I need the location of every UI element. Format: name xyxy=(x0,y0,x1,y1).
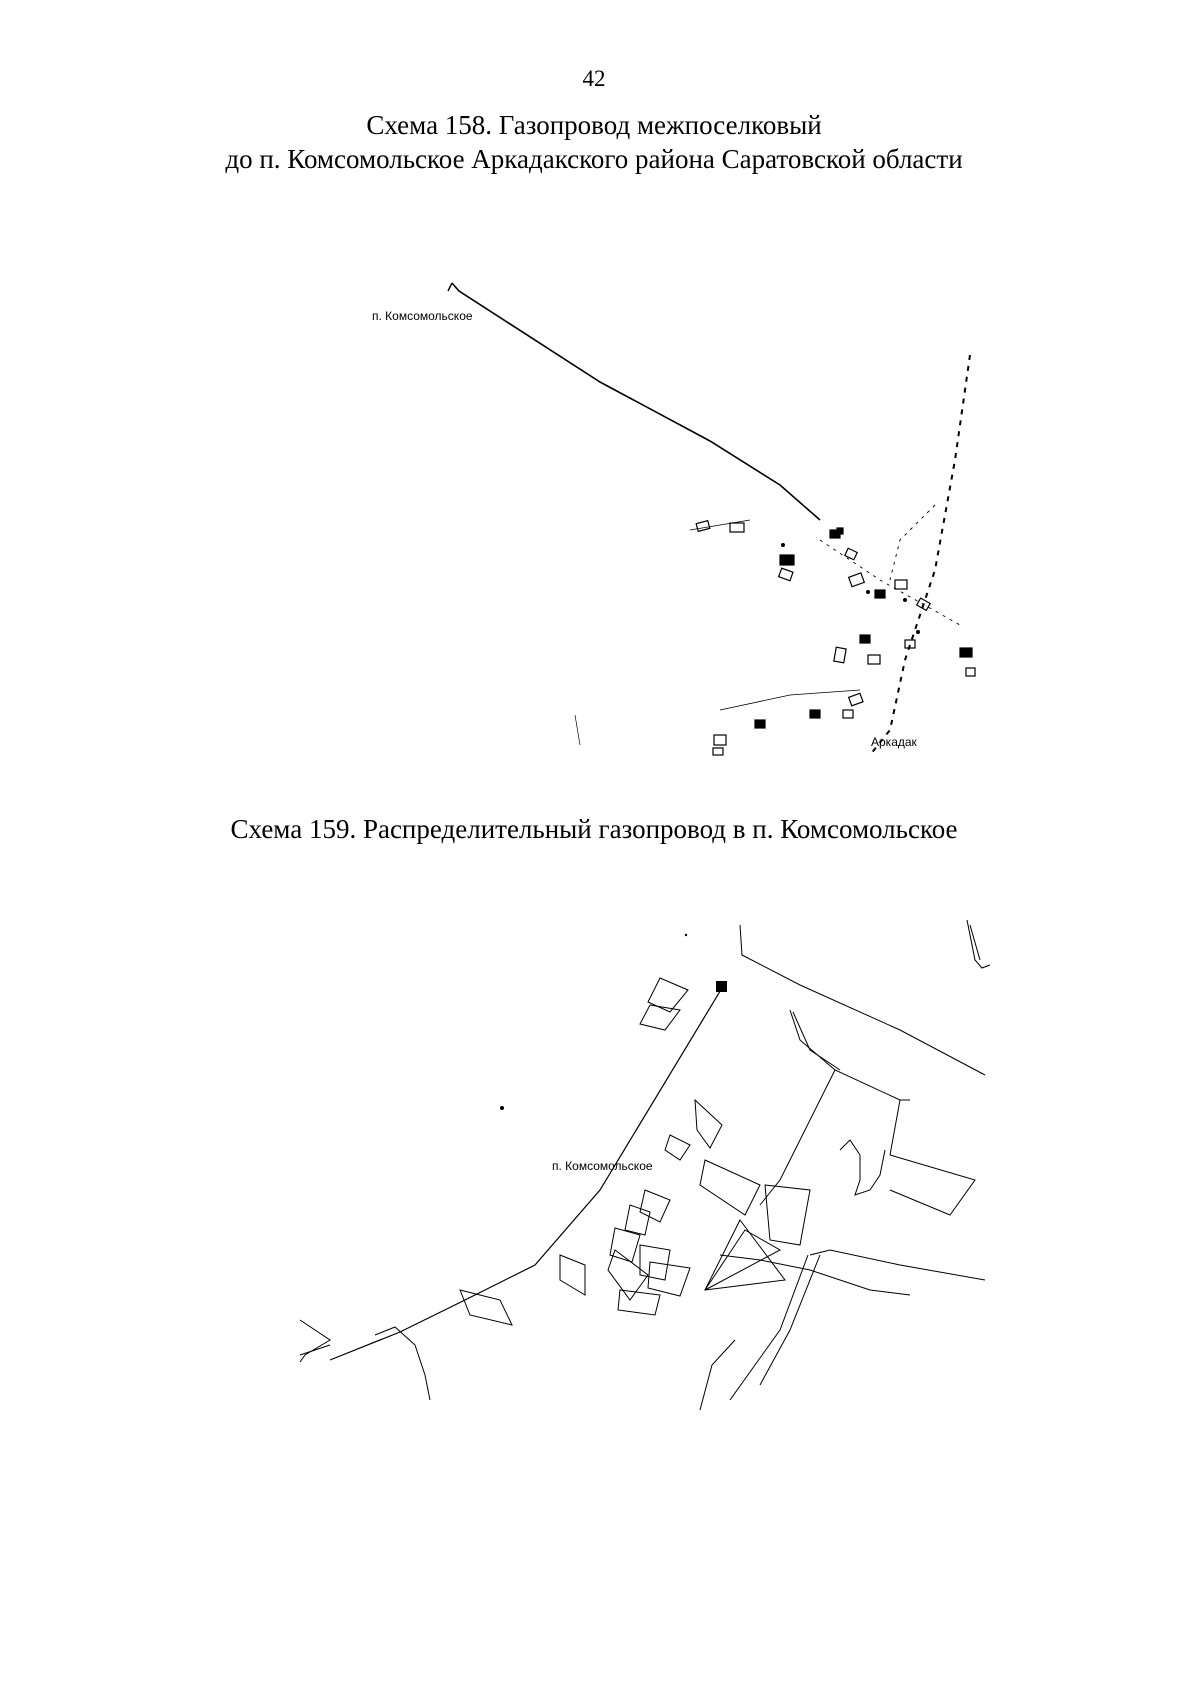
label-arkadak: Аркадак xyxy=(871,735,917,749)
road-faint-4 xyxy=(575,715,580,745)
scheme-159-markers xyxy=(500,934,687,1110)
scheme-158-caption xyxy=(0,108,1188,176)
scheme-158-map xyxy=(0,250,1200,770)
pipeline-start-marker xyxy=(716,981,727,992)
road-faint-3 xyxy=(720,690,860,710)
road-faint-5 xyxy=(690,520,750,530)
pipeline-start-tick xyxy=(448,283,452,291)
intersettlement-pipeline xyxy=(452,283,820,520)
road-faint-1 xyxy=(890,505,935,580)
page-number: 42 xyxy=(582,66,606,91)
scheme-158-caption-line1: Схема 158. Газопровод межпоселковый xyxy=(366,110,822,140)
scheme-158-caption-line2: до п. Комсомольское Аркадакского района Саратовской области xyxy=(225,144,963,174)
scheme-159-map xyxy=(0,900,1200,1420)
distribution-pipeline xyxy=(330,988,722,1360)
arkadak-buildings xyxy=(696,521,975,755)
road-dashed xyxy=(870,355,970,755)
label-komsomolskoe: п. Комсомольское xyxy=(372,309,473,323)
parcels xyxy=(460,978,810,1325)
scheme-159-caption: Схема 159. Распределительный газопровод в п. Комсомольское xyxy=(230,814,958,844)
label-komsomolskoe-159: п. Комсомольское xyxy=(552,1159,653,1173)
